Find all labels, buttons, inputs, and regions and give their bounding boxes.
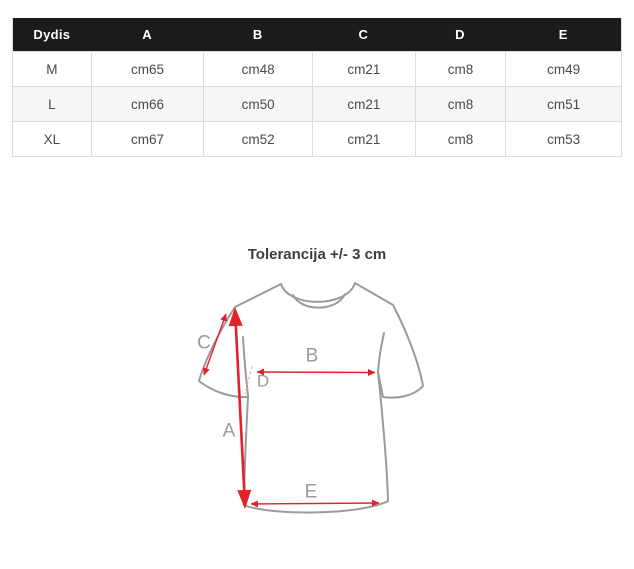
- col-header-size: Dydis: [13, 18, 91, 51]
- measurement-cell: cm48: [203, 51, 312, 86]
- measurement-cell: cm8: [415, 86, 506, 121]
- label-c: C: [197, 332, 211, 354]
- col-header-c: C: [312, 18, 415, 51]
- measurement-cell: cm21: [312, 86, 415, 121]
- tolerance-note: Tolerancija +/- 3 cm: [247, 246, 387, 263]
- tshirt-measurement-diagram: [170, 265, 470, 555]
- measurement-cell: cm65: [91, 51, 204, 86]
- size-cell: M: [13, 51, 91, 86]
- size-cell: L: [13, 86, 91, 121]
- size-cell: XL: [13, 121, 91, 156]
- measurement-cell: cm8: [415, 51, 506, 86]
- measure-arrow-e: [251, 503, 379, 504]
- label-e: E: [304, 481, 318, 503]
- col-header-e: E: [505, 18, 621, 51]
- measurement-cell: cm51: [505, 86, 621, 121]
- measurement-cell: cm21: [312, 121, 415, 156]
- label-b: B: [305, 345, 319, 367]
- measurement-cell: cm67: [91, 121, 204, 156]
- col-header-d: D: [415, 18, 506, 51]
- measurement-cell: cm52: [203, 121, 312, 156]
- measurement-cell: cm8: [415, 121, 506, 156]
- measurement-cell: cm49: [505, 51, 621, 86]
- label-a: A: [222, 420, 236, 442]
- size-table: [12, 18, 622, 157]
- measurement-cell: cm21: [312, 51, 415, 86]
- measurement-cell: cm50: [203, 86, 312, 121]
- measurement-cell: cm53: [505, 121, 621, 156]
- col-header-a: A: [91, 18, 204, 51]
- col-header-b: B: [203, 18, 312, 51]
- measurement-cell: cm66: [91, 86, 204, 121]
- label-d: D: [256, 371, 270, 391]
- measure-arrow-b: [257, 372, 375, 373]
